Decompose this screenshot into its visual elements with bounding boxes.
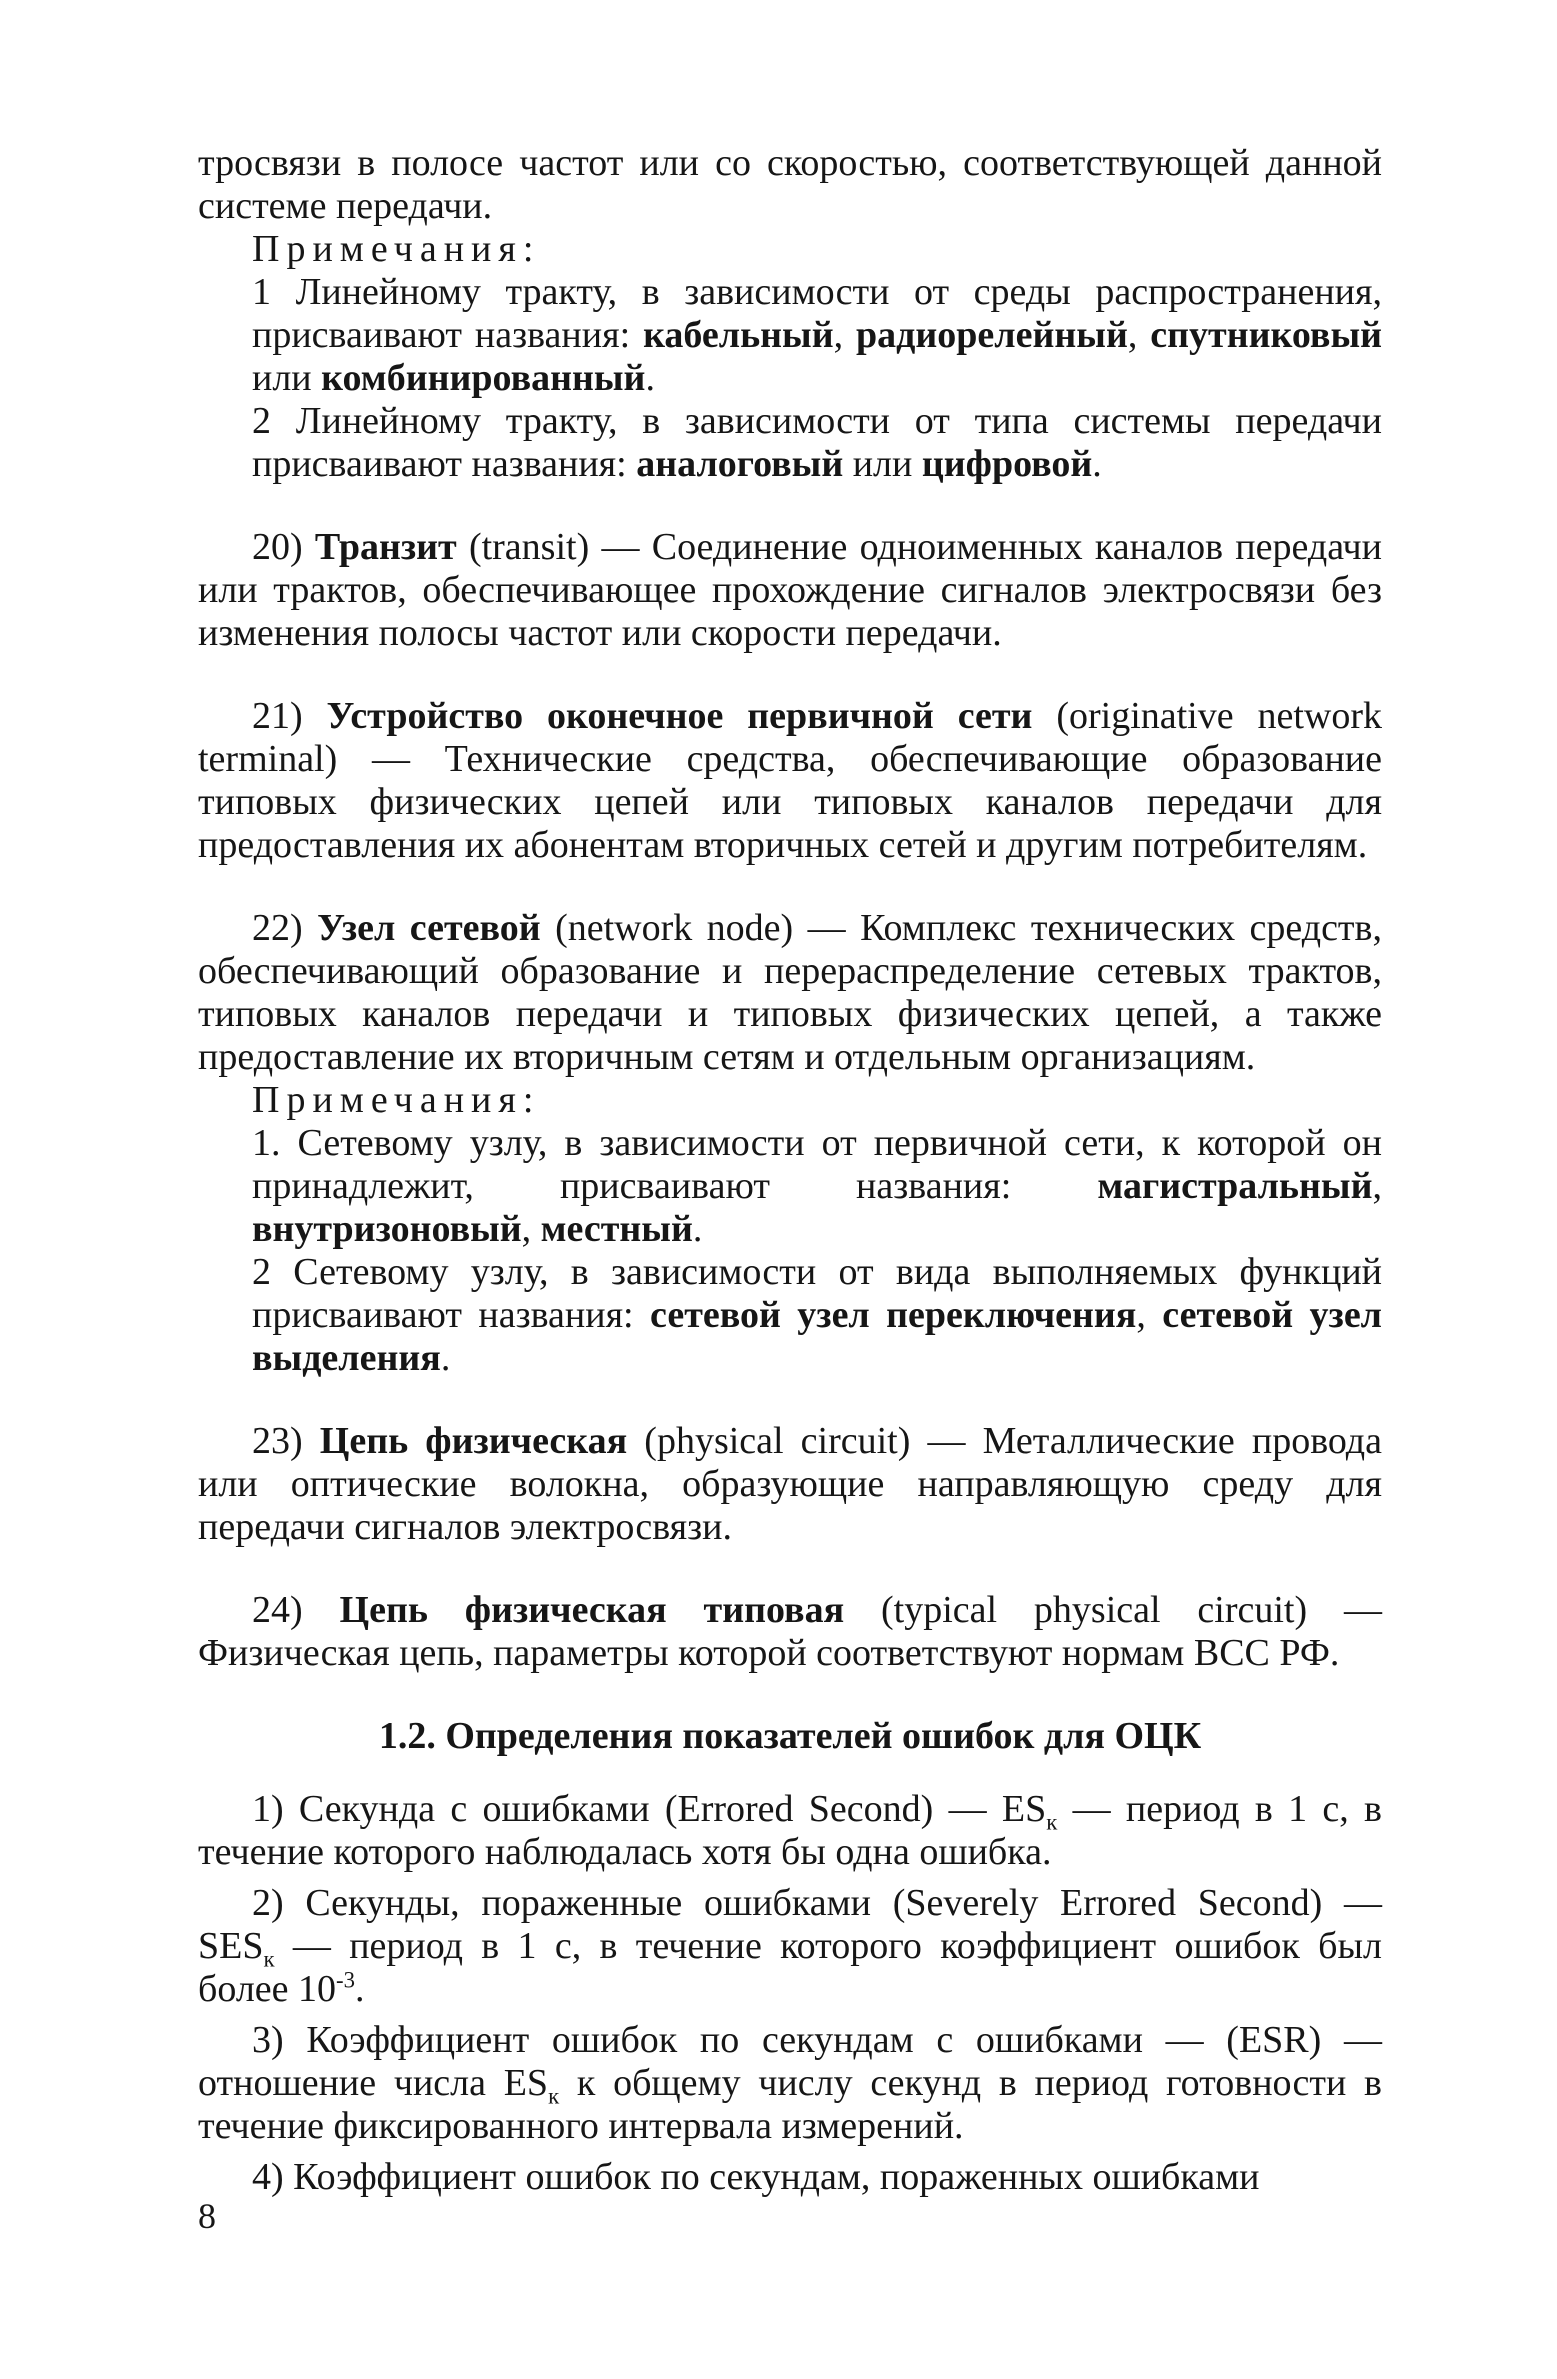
definition-term: Транзит [314, 526, 457, 568]
term-satellite: спутниковый [1150, 314, 1383, 356]
definition-text: (network node) — Комплекс технических средств, обеспечивающий образование и перераспределение сетевых трактов, типовых каналов передачи и типовых физических цепей, а также предоставление их вторичным сетям и отдельным организациям. [198, 907, 1382, 1078]
item-text: 1) Секунда с ошибками (Errored Second) — ES [252, 1788, 1047, 1830]
definition-number: 24) [252, 1589, 340, 1631]
superscript: -3 [336, 1967, 356, 1993]
note-text: 1. Сетевому узлу, в зависимости от первичной сети, к которой он принадлежит, присваивают названия: [252, 1122, 1382, 1207]
definition-text: (physical circuit) — Металлические провода или оптические волокна, образующие направляющую среду для передачи сигналов электросвязи. [198, 1420, 1382, 1548]
definition-term: Цепь физическая [319, 1420, 628, 1462]
definition-number: 23) [252, 1420, 320, 1462]
separator: , [521, 1208, 541, 1250]
note-text: 1 Линейному тракту, в зависимости от среды распространения, присваивают названия: [252, 271, 1382, 356]
item-text: к общему числу секунд в период готовности в течение фиксированного интервала измерений. [198, 2062, 1382, 2147]
subscript: к [1046, 1809, 1058, 1835]
note-text: 2 Сетевому узлу, в зависимости от вида выполняемых функций присваивают названия: [252, 1251, 1382, 1336]
note-2-item-2 [198, 1251, 1382, 1380]
definition-text: (typical physical circuit) — Физическая цепь, параметры которой соответствуют нормам ВСС РФ. [198, 1589, 1382, 1674]
item-text: 2) Секунды, пораженные ошибками (Severely Errored Second) — SES [198, 1882, 1382, 1967]
intro-paragraph: тросвязи в полосе частот или со скоростью, соответствующей данной системе передачи. [198, 142, 1382, 227]
error-item-4: 4) Коэффициент ошибок по секундам, пораженных ошибками [252, 2156, 1260, 2198]
definition-21 [198, 695, 1382, 867]
separator: , [1372, 1165, 1382, 1207]
notes-title-1: Примечания: [252, 228, 541, 270]
note-1-item-1 [198, 271, 1382, 400]
term-local: местный [540, 1208, 693, 1250]
error-item-3 [198, 2019, 1382, 2148]
term-digital: цифровой [921, 443, 1093, 485]
separator: или [252, 357, 322, 399]
punctuation: . [692, 1208, 703, 1250]
note-1-item-2 [198, 400, 1382, 486]
definition-24 [198, 1589, 1382, 1675]
error-item-2 [198, 1882, 1382, 2011]
subscript: к [548, 2083, 560, 2109]
term-combined: комбинированный [321, 357, 646, 399]
definition-number: 20) [252, 526, 315, 568]
page-number: 8 [198, 2196, 216, 2236]
term-trunk: магистральный [1097, 1165, 1373, 1207]
definition-22 [198, 907, 1382, 1079]
term-intrazonal: внутризоновый [252, 1208, 522, 1250]
punctuation: . [645, 357, 655, 399]
term-radio-relay: радиорелейный [856, 314, 1128, 356]
term-cable: кабельный [643, 314, 834, 356]
separator: или [843, 443, 922, 485]
definition-term: Узел сетевой [317, 907, 541, 949]
note-2-item-1 [198, 1122, 1382, 1251]
punctuation: . [440, 1337, 451, 1379]
definition-20 [198, 526, 1382, 655]
document-page [198, 142, 1382, 2199]
separator: , [1127, 314, 1151, 356]
definition-text: (transit) — Соединение одноименных каналов передачи или трактов, обеспечивающее прохождение сигналов электросвязи без изменения полосы частот или скорости передачи. [198, 526, 1383, 654]
term-analog: аналоговый [636, 443, 844, 485]
definition-term: Цепь физическая типовая [339, 1589, 845, 1631]
separator: , [833, 314, 857, 356]
definition-23 [198, 1420, 1382, 1549]
definition-text: (originative network terminal) — Технические средства, обеспечивающие образование типовых физических цепей или типовых каналов передачи для предоставления их абонентам вторичных сетей и другим потребителям. [198, 695, 1382, 866]
item-text: — период в 1 с, в течение которого наблюдалась хотя бы одна ошибка. [198, 1788, 1382, 1873]
punctuation: . [1092, 443, 1102, 485]
definition-number: 21) [252, 695, 327, 737]
term-allocation-node: сетевой узел выделения [252, 1294, 1383, 1379]
notes-title-2: Примечания: [252, 1079, 541, 1121]
punctuation: . [355, 1968, 365, 2010]
definition-term: Устройство оконечное первичной сети [326, 695, 1033, 737]
note-text: 2 Линейному тракту, в зависимости от типа системы передачи присваивают названия: [252, 400, 1382, 485]
item-text: 3) Коэффициент ошибок по секундам с ошибками — (ESR) — отношение числа ES [198, 2019, 1382, 2104]
item-text: — период в 1 с, в течение которого коэффициент ошибок был более 10 [198, 1925, 1382, 2010]
subscript: к [263, 1946, 275, 1972]
error-item-1 [198, 1788, 1382, 1874]
separator: , [1136, 1294, 1163, 1336]
definition-number: 22) [252, 907, 318, 949]
section-heading: 1.2. Определения показателей ошибок для ОЦК [378, 1715, 1202, 1757]
term-switching-node: сетевой узел переключения [650, 1294, 1137, 1336]
